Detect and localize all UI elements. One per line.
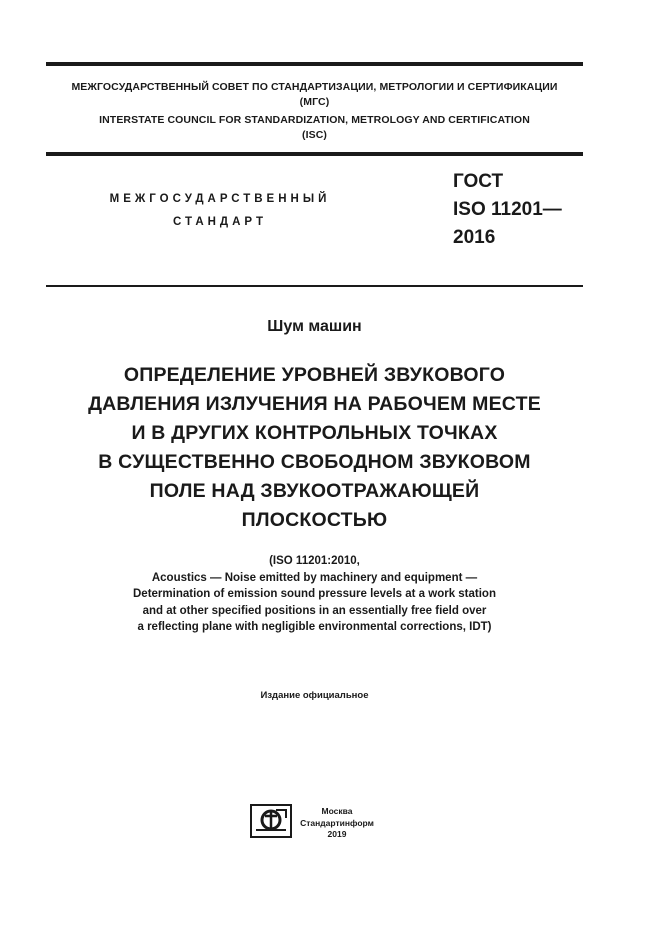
publisher-name: Стандартинформ	[300, 817, 374, 828]
iso-line: and at other specified positions in an essentially free field over	[142, 604, 487, 617]
edition-note: Издание официальное	[260, 690, 369, 701]
header-rule	[46, 152, 583, 156]
council-en-name: INTERSTATE COUNCIL FOR STANDARDIZATION, METROLOGY AND CERTIFICATION	[99, 114, 530, 126]
title-line: ОПРЕДЕЛЕНИЕ УРОВНЕЙ ЗВУКОВОГО	[123, 364, 506, 386]
title-line: И В ДРУГИХ КОНТРОЛЬНЫХ ТОЧКАХ	[131, 422, 498, 444]
iso-line: (ISO 11201:2010,	[269, 555, 360, 567]
iso-reference	[46, 553, 583, 636]
gost-designation	[453, 168, 562, 252]
document-title	[46, 361, 583, 535]
title-line: ПЛОСКОСТЬЮ	[241, 509, 388, 531]
gost-number: ISO 11201—	[453, 199, 562, 220]
gost-label: ГОСТ	[453, 171, 504, 192]
publisher-year: 2019	[327, 829, 347, 839]
title-line: ДАВЛЕНИЯ ИЗЛУЧЕНИЯ НА РАБОЧЕМ МЕСТЕ	[88, 393, 541, 415]
council-header	[46, 80, 583, 143]
title-line: В СУЩЕСТВЕННО СВОБОДНОМ ЗВУКОВОМ	[98, 451, 531, 473]
standard-type-line2: СТАНДАРТ	[173, 216, 267, 228]
publisher-city: Москва	[321, 806, 353, 816]
iso-line: Determination of emission sound pressure levels at a work station	[133, 588, 496, 600]
standard-type	[90, 188, 350, 234]
council-en-abbr: (ISC)	[302, 129, 327, 141]
title-line: ПОЛЕ НАД ЗВУКООТРАЖАЮЩЕЙ	[149, 480, 480, 502]
standard-type-line1: МЕЖГОСУДАРСТВЕННЫЙ	[109, 193, 331, 205]
standartinform-logo-icon	[250, 804, 292, 838]
gost-year: 2016	[453, 227, 496, 248]
publisher-info	[292, 806, 382, 841]
document-subtitle: Шум машин	[267, 318, 362, 335]
iso-line: a reflecting plane with negligible environmental corrections, IDT)	[137, 621, 492, 633]
designation-rule	[46, 285, 583, 287]
council-ru-abbr: (МГС)	[299, 96, 330, 108]
council-ru-name: МЕЖГОСУДАРСТВЕННЫЙ СОВЕТ ПО СТАНДАРТИЗАЦИИ, МЕТРОЛОГИИ И СЕРТИФИКАЦИИ	[71, 81, 558, 93]
top-rule	[46, 62, 583, 66]
iso-line: Acoustics — Noise emitted by machinery and equipment —	[151, 571, 478, 584]
